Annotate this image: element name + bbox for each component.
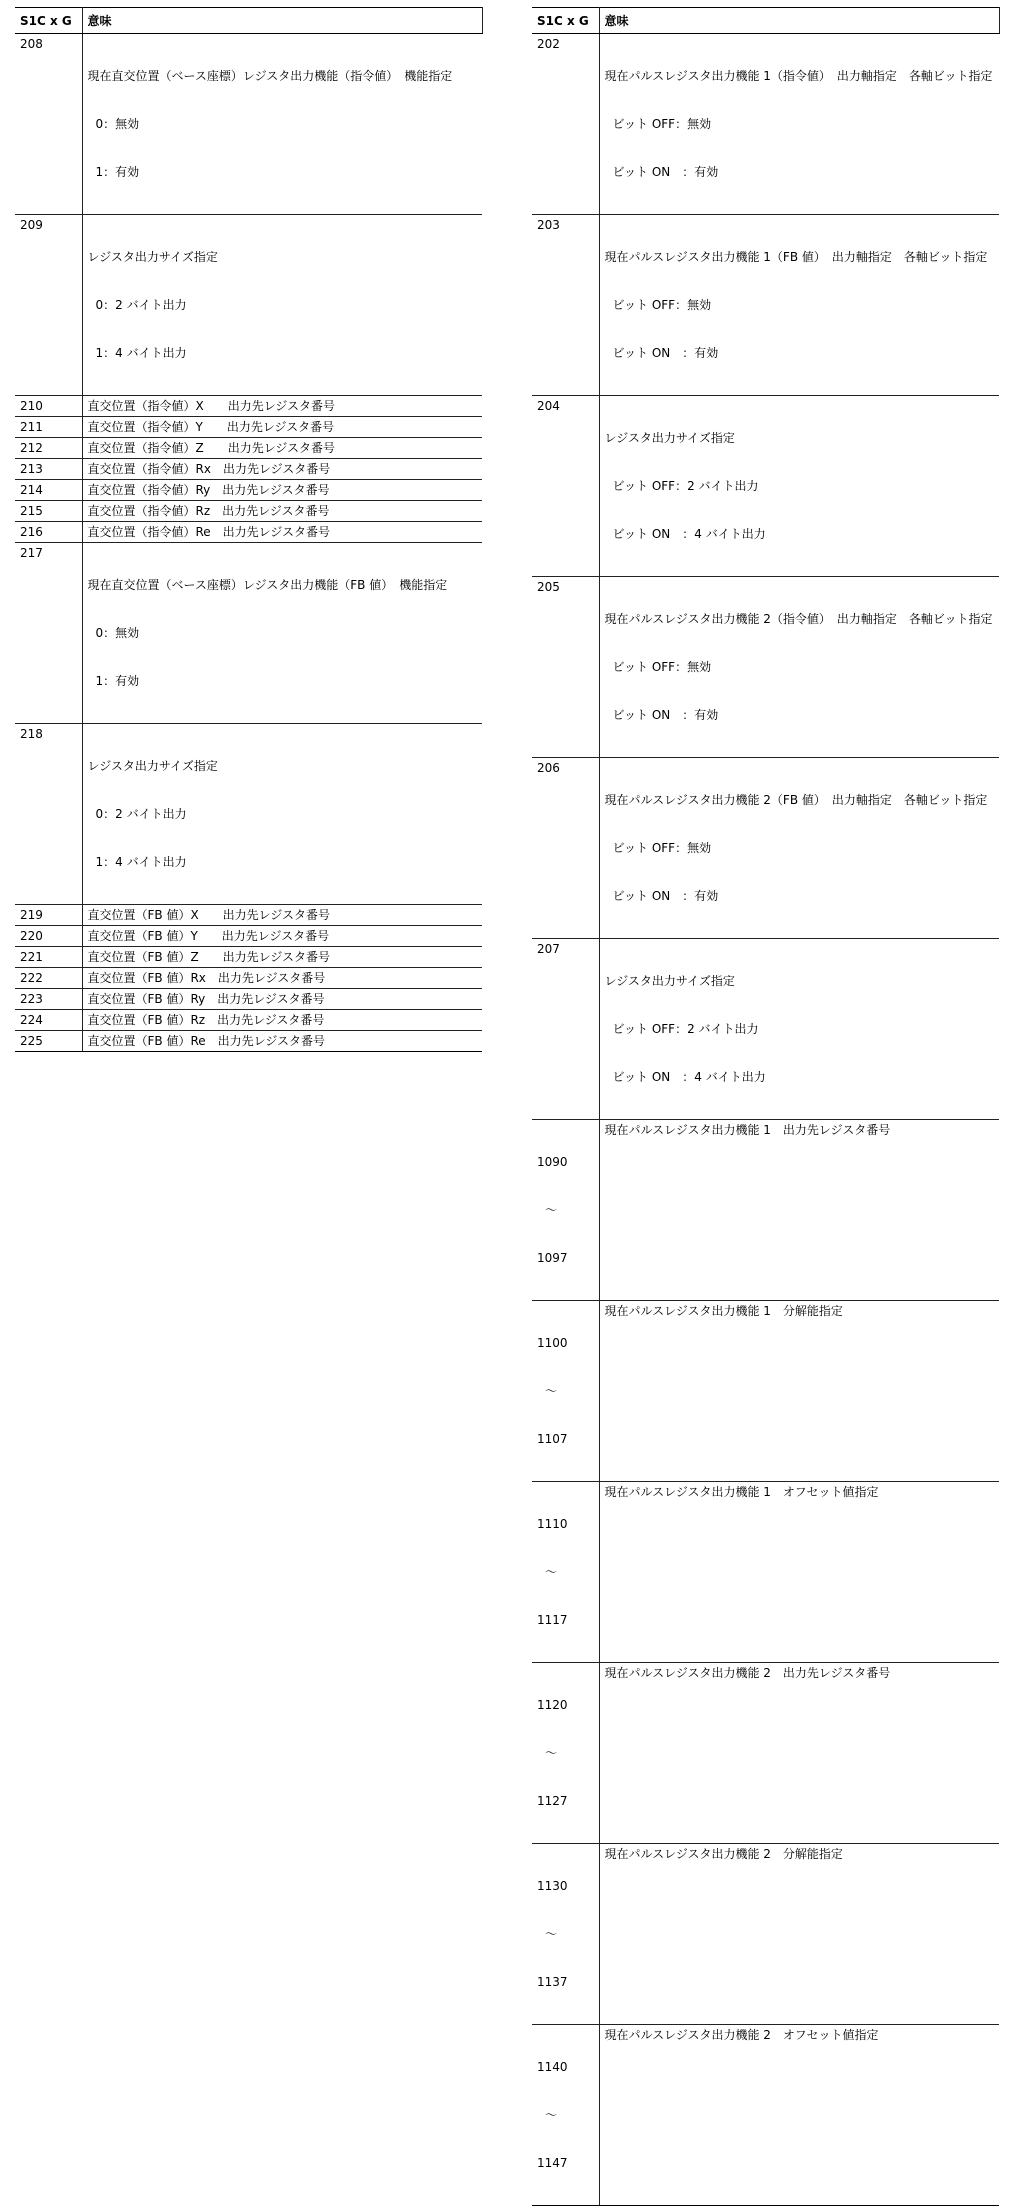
column-header-meaning: 意味 (599, 8, 999, 34)
range-start: 1110 (537, 1517, 568, 1531)
table-row (15, 947, 482, 968)
range-tilde: ～ (545, 1565, 558, 1579)
meaning-line: レジスタ出力サイズ指定 (87, 759, 218, 773)
table-row (532, 1482, 999, 1663)
row-code-range (532, 1663, 599, 1844)
row-meaning (82, 34, 482, 215)
range-end: 1107 (537, 1432, 568, 1446)
table-row (532, 577, 999, 758)
table-row (15, 480, 482, 501)
parameter-table-right (532, 7, 1000, 2206)
row-meaning (599, 215, 999, 396)
table-row (532, 34, 999, 215)
meaning-line: ビット OFF：無効 (612, 117, 712, 131)
row-meaning: 現在パルスレジスタ出力機能 1 オフセット値指定 (599, 1482, 999, 1663)
meaning-line: 現在パルスレジスタ出力機能 2（指令値） 出力軸指定 各軸ビット指定 (604, 612, 993, 626)
row-meaning: 直交位置（指令値）Re 出力先レジスタ番号 (82, 522, 482, 543)
meaning-line: 1：4 バイト出力 (95, 855, 187, 869)
row-meaning: 直交位置（指令値）Ry 出力先レジスタ番号 (82, 480, 482, 501)
table-row (15, 34, 482, 215)
row-meaning: 現在パルスレジスタ出力機能 2 分解能指定 (599, 1844, 999, 2025)
table-row (15, 724, 482, 905)
table-row (15, 501, 482, 522)
row-code: 221 (15, 947, 82, 968)
row-meaning: 直交位置（FB 値）X 出力先レジスタ番号 (82, 905, 482, 926)
meaning-line: ビット ON ：4 バイト出力 (612, 527, 766, 541)
table-row (15, 1010, 482, 1031)
table-row (15, 417, 482, 438)
row-meaning: 直交位置（FB 値）Re 出力先レジスタ番号 (82, 1031, 482, 1052)
table-row (532, 1301, 999, 1482)
row-code: 209 (15, 215, 82, 396)
table-row (15, 438, 482, 459)
table-row (15, 926, 482, 947)
range-tilde: ～ (545, 2108, 558, 2122)
meaning-line: ビット OFF：無効 (612, 298, 712, 312)
meaning-line: ビット OFF：2 バイト出力 (612, 1022, 759, 1036)
meaning-line: ビット ON ：有効 (612, 889, 719, 903)
column-header-code: S1C x G (532, 8, 599, 34)
range-start: 1140 (537, 2060, 568, 2074)
row-code-range (532, 1482, 599, 1663)
row-meaning: 直交位置（指令値）Rz 出力先レジスタ番号 (82, 501, 482, 522)
row-meaning: 直交位置（FB 値）Rx 出力先レジスタ番号 (82, 968, 482, 989)
meaning-line: 1：有効 (95, 674, 140, 688)
row-code: 215 (15, 501, 82, 522)
row-code: 202 (532, 34, 599, 215)
meaning-line: ビット ON ：4 バイト出力 (612, 1070, 766, 1084)
table-row (532, 396, 999, 577)
range-start: 1130 (537, 1879, 568, 1893)
table-row (532, 758, 999, 939)
row-code: 220 (15, 926, 82, 947)
row-code: 224 (15, 1010, 82, 1031)
row-code: 222 (15, 968, 82, 989)
meaning-line: 現在パルスレジスタ出力機能 1（指令値） 出力軸指定 各軸ビット指定 (604, 69, 993, 83)
range-tilde: ～ (545, 1927, 558, 1941)
column-header-meaning: 意味 (82, 8, 482, 34)
range-end: 1097 (537, 1251, 568, 1265)
range-end: 1127 (537, 1794, 568, 1808)
range-end: 1117 (537, 1613, 568, 1627)
meaning-line: ビット ON ：有効 (612, 346, 719, 360)
meaning-line: 現在パルスレジスタ出力機能 2（FB 値） 出力軸指定 各軸ビット指定 (604, 793, 988, 807)
row-meaning: 直交位置（FB 値）Rz 出力先レジスタ番号 (82, 1010, 482, 1031)
meaning-line: 現在直交位置（ベース座標）レジスタ出力機能（FB 値） 機能指定 (87, 578, 448, 592)
row-code: 225 (15, 1031, 82, 1052)
row-code: 214 (15, 480, 82, 501)
row-meaning: 直交位置（指令値）X 出力先レジスタ番号 (82, 396, 482, 417)
table-row (532, 1120, 999, 1301)
meaning-line: レジスタ出力サイズ指定 (87, 250, 218, 264)
row-code: 219 (15, 905, 82, 926)
row-meaning: 現在パルスレジスタ出力機能 1 分解能指定 (599, 1301, 999, 1482)
row-code-range (532, 1120, 599, 1301)
row-code: 205 (532, 577, 599, 758)
table-row (15, 905, 482, 926)
range-tilde: ～ (545, 1384, 558, 1398)
table-row (15, 989, 482, 1010)
row-meaning: 直交位置（FB 値）Ry 出力先レジスタ番号 (82, 989, 482, 1010)
row-meaning: 現在パルスレジスタ出力機能 2 出力先レジスタ番号 (599, 1663, 999, 1844)
row-meaning: 直交位置（FB 値）Y 出力先レジスタ番号 (82, 926, 482, 947)
table-row (15, 522, 482, 543)
column-header-code: S1C x G (15, 8, 82, 34)
row-meaning (82, 215, 482, 396)
row-meaning (599, 939, 999, 1120)
table-row (15, 543, 482, 724)
table-row (15, 459, 482, 480)
meaning-line: 現在直交位置（ベース座標）レジスタ出力機能（指令値） 機能指定 (87, 69, 453, 83)
table-row (532, 1663, 999, 1844)
row-meaning (599, 396, 999, 577)
row-code: 213 (15, 459, 82, 480)
meaning-line: ビット OFF：無効 (612, 841, 712, 855)
row-code-range (532, 2025, 599, 2206)
row-meaning (599, 34, 999, 215)
range-tilde: ～ (545, 1203, 558, 1217)
table-row (532, 1844, 999, 2025)
table-row (532, 2025, 999, 2206)
table-row (15, 1031, 482, 1052)
row-code: 211 (15, 417, 82, 438)
meaning-line: レジスタ出力サイズ指定 (604, 974, 735, 988)
row-meaning (599, 577, 999, 758)
table-row (532, 215, 999, 396)
range-end: 1147 (537, 2156, 568, 2170)
row-code: 204 (532, 396, 599, 577)
row-code: 216 (15, 522, 82, 543)
meaning-line: レジスタ出力サイズ指定 (604, 431, 735, 445)
row-meaning: 直交位置（指令値）Rx 出力先レジスタ番号 (82, 459, 482, 480)
row-code: 210 (15, 396, 82, 417)
table-row (15, 968, 482, 989)
row-code: 217 (15, 543, 82, 724)
row-code: 218 (15, 724, 82, 905)
row-meaning: 直交位置（FB 値）Z 出力先レジスタ番号 (82, 947, 482, 968)
range-start: 1090 (537, 1155, 568, 1169)
row-meaning: 直交位置（指令値）Z 出力先レジスタ番号 (82, 438, 482, 459)
row-meaning (82, 543, 482, 724)
meaning-line: ビット ON ：有効 (612, 165, 719, 179)
row-code: 203 (532, 215, 599, 396)
table-header-row (532, 8, 999, 34)
row-meaning (82, 724, 482, 905)
meaning-line: 1：有効 (95, 165, 140, 179)
table-row (532, 939, 999, 1120)
row-meaning: 直交位置（指令値）Y 出力先レジスタ番号 (82, 417, 482, 438)
range-tilde: ～ (545, 1746, 558, 1760)
range-end: 1137 (537, 1975, 568, 1989)
meaning-line: 0：2 バイト出力 (95, 807, 187, 821)
range-start: 1120 (537, 1698, 568, 1712)
meaning-line: 0：2 バイト出力 (95, 298, 187, 312)
meaning-line: 1：4 バイト出力 (95, 346, 187, 360)
table-row (15, 396, 482, 417)
meaning-line: 現在パルスレジスタ出力機能 1（FB 値） 出力軸指定 各軸ビット指定 (604, 250, 988, 264)
row-meaning (599, 758, 999, 939)
range-start: 1100 (537, 1336, 568, 1350)
row-meaning: 現在パルスレジスタ出力機能 1 出力先レジスタ番号 (599, 1120, 999, 1301)
row-code: 223 (15, 989, 82, 1010)
row-meaning: 現在パルスレジスタ出力機能 2 オフセット値指定 (599, 2025, 999, 2206)
row-code: 206 (532, 758, 599, 939)
meaning-line: ビット ON ：有効 (612, 708, 719, 722)
parameter-table-left (15, 7, 483, 1052)
table-row (15, 215, 482, 396)
row-code: 207 (532, 939, 599, 1120)
row-code-range (532, 1844, 599, 2025)
row-code: 212 (15, 438, 82, 459)
meaning-line: ビット OFF：2 バイト出力 (612, 479, 759, 493)
row-code-range (532, 1301, 599, 1482)
meaning-line: 0：無効 (95, 626, 140, 640)
table-header-row (15, 8, 482, 34)
meaning-line: ビット OFF：無効 (612, 660, 712, 674)
meaning-line: 0：無効 (95, 117, 140, 131)
row-code: 208 (15, 34, 82, 215)
